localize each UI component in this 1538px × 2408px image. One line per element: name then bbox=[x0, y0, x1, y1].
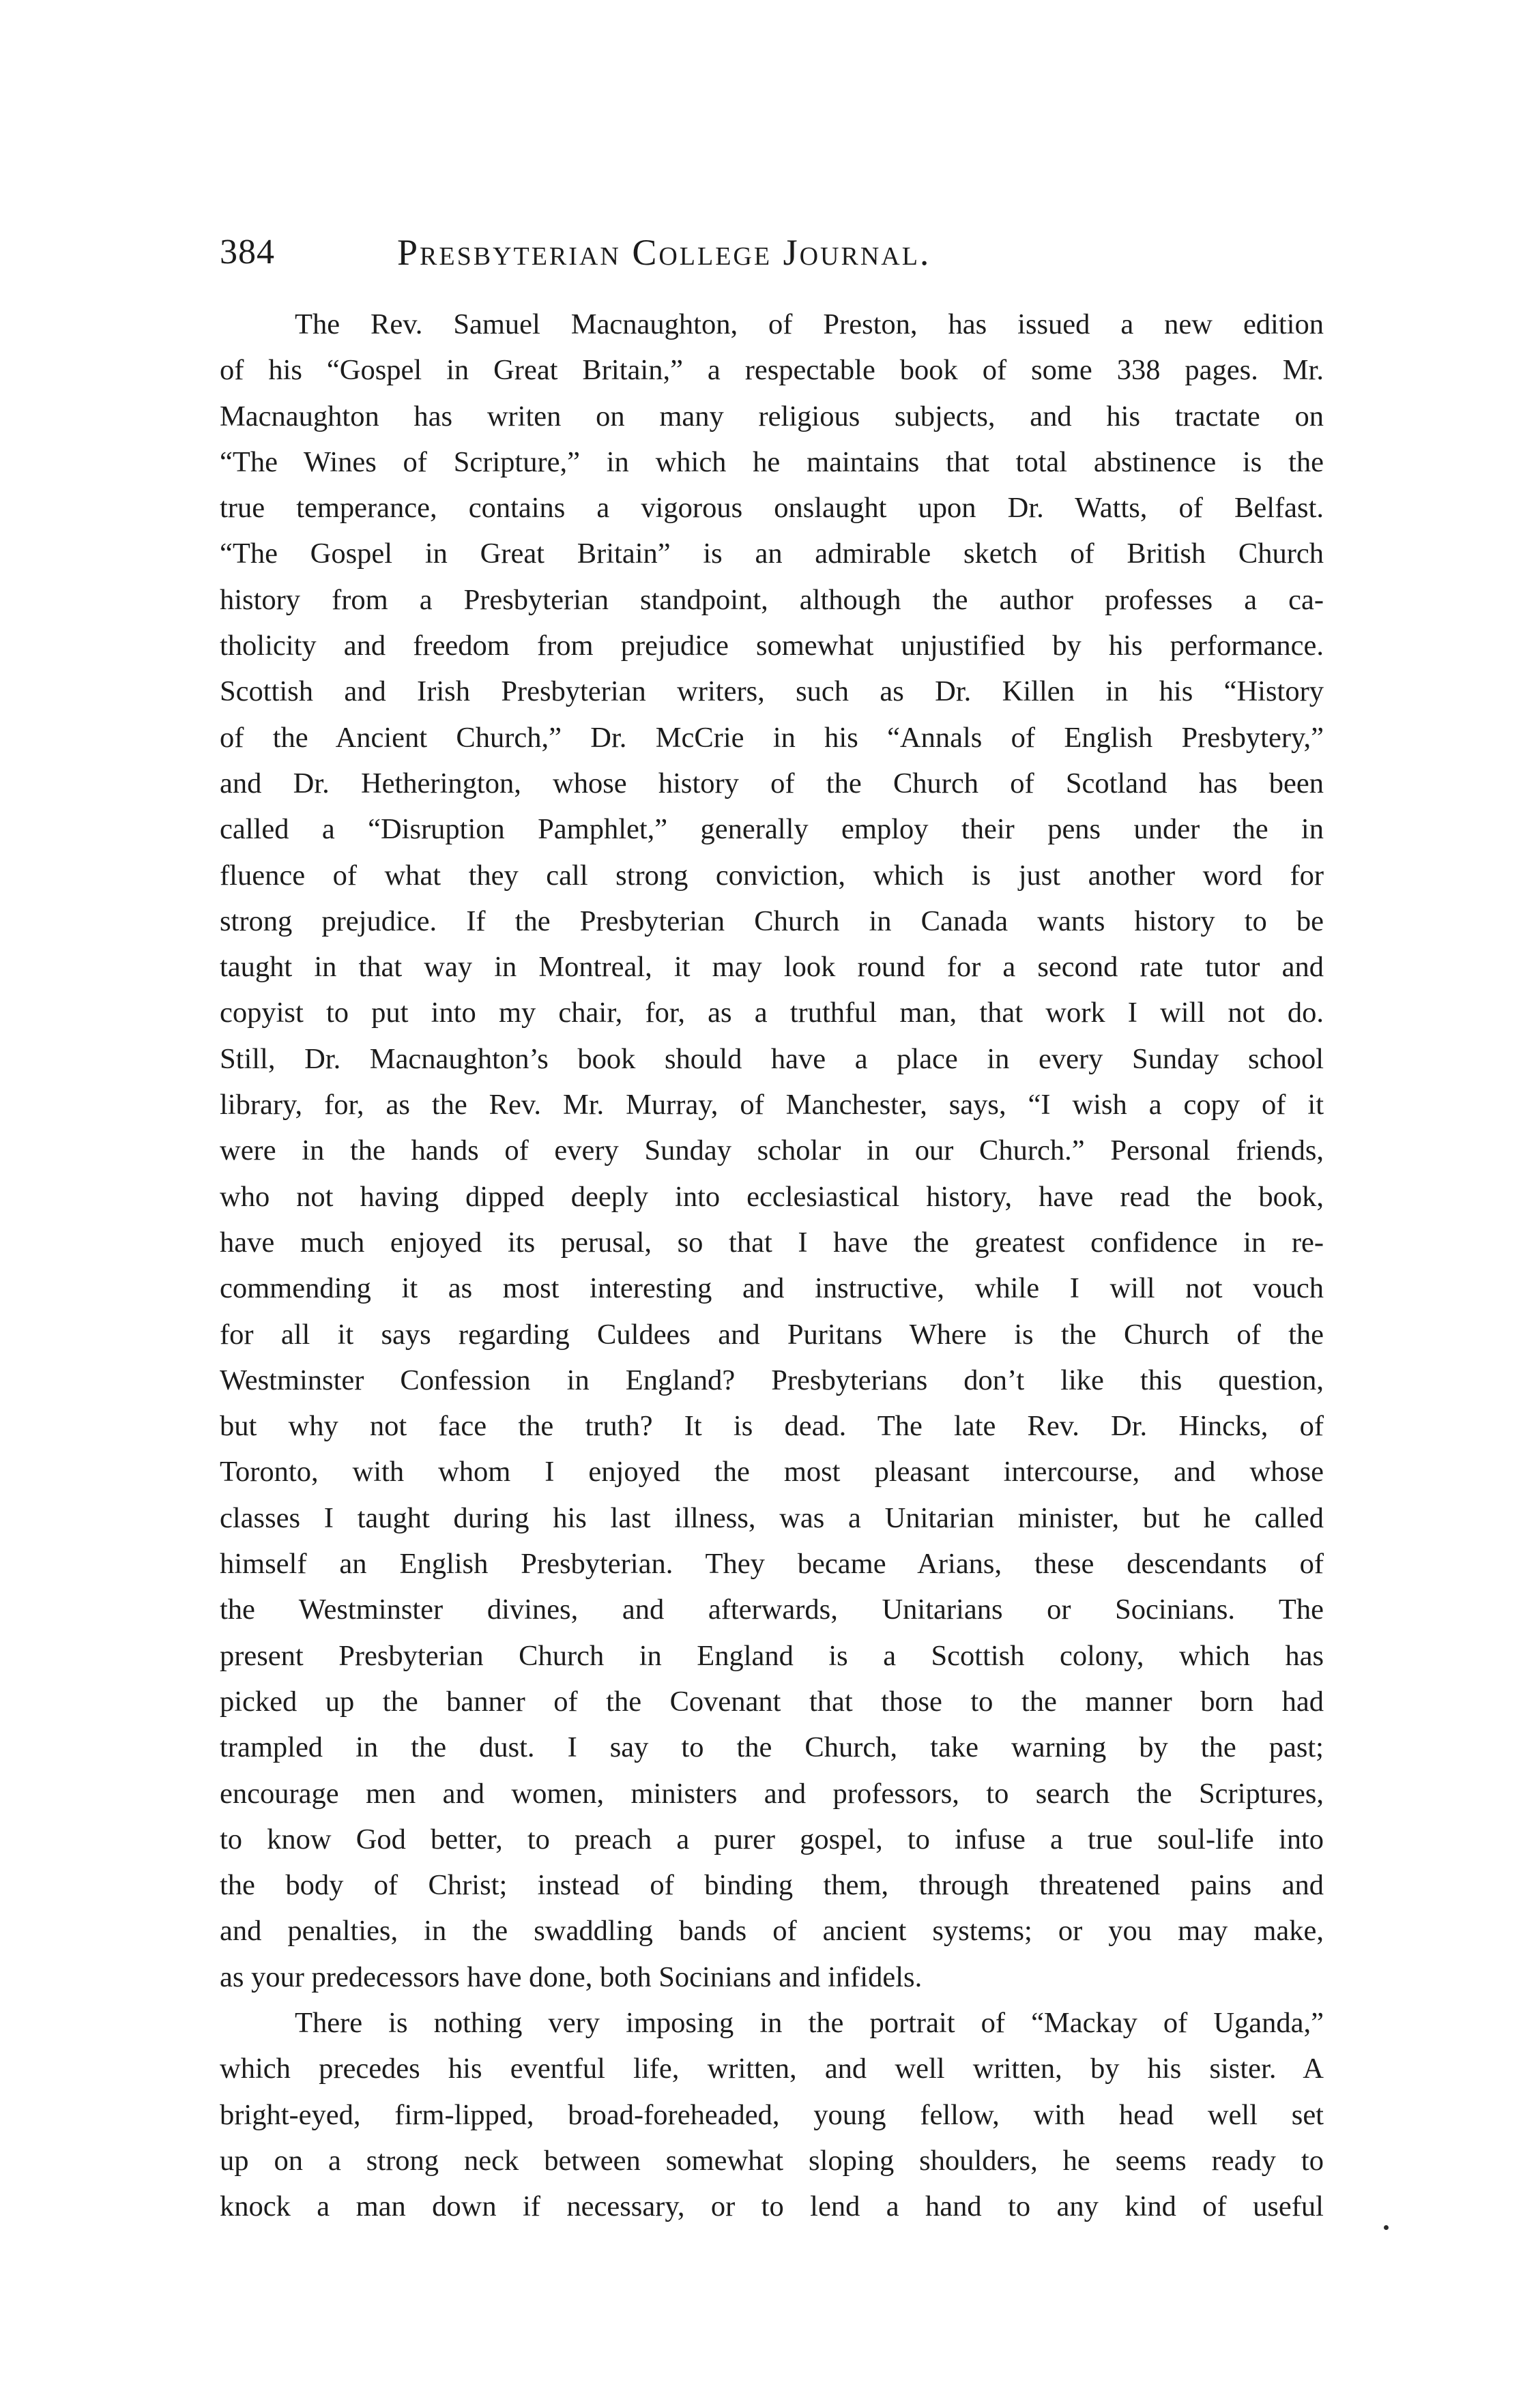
text-line: history from a Presbyterian standpoint, although the author professes a ca- bbox=[220, 583, 1324, 616]
text-line: but why not face the truth? It is dead. The late Rev. Dr. Hincks, of bbox=[220, 1410, 1324, 1443]
text-line: of his “Gospel in Great Britain,” a respectable book of some 338 pages. Mr. bbox=[220, 354, 1324, 387]
text-line: The Rev. Samuel Macnaughton, of Preston, has issued a new edition bbox=[295, 308, 1324, 340]
paragraph-mackay-of-uganda bbox=[220, 2000, 1324, 2229]
text-line: the body of Christ; instead of binding them, through threatened pains and bbox=[220, 1869, 1324, 1902]
ink-speck bbox=[1384, 2225, 1389, 2230]
text-line: trampled in the dust. I say to the Church, take warning by the past; bbox=[220, 1731, 1324, 1764]
text-line: “The Wines of Scripture,” in which he maintains that total abstinence is the bbox=[220, 445, 1324, 478]
text-line: knock a man down if necessary, or to lend a hand to any kind of useful bbox=[220, 2190, 1324, 2223]
text-line: up on a strong neck between somewhat sloping shoulders, he seems ready to bbox=[220, 2144, 1324, 2177]
text-line: encourage men and women, ministers and professors, to search the Scriptures, bbox=[220, 1777, 1324, 1810]
page-header bbox=[220, 225, 1325, 280]
text-line: Toronto, with whom I enjoyed the most pleasant intercourse, and whose bbox=[220, 1456, 1324, 1488]
text-line: and Dr. Hetherington, whose history of the Church of Scotland has been bbox=[220, 767, 1324, 799]
text-line: Still, Dr. Macnaughton’s book should have a place in every Sunday school bbox=[220, 1042, 1324, 1075]
text-line: fluence of what they call strong conviction, which is just another word for bbox=[220, 859, 1324, 892]
page-number: 384 bbox=[220, 233, 275, 271]
text-line: called a “Disruption Pamphlet,” generally employ their pens under the in bbox=[220, 813, 1324, 846]
text-line: copyist to put into my chair, for, as a truthful man, that work I will not do. bbox=[220, 997, 1324, 1029]
text-line: strong prejudice. If the Presbyterian Church in Canada wants history to be bbox=[220, 905, 1324, 937]
text-line: which precedes his eventful life, written, and well written, by his sister. A bbox=[220, 2053, 1324, 2085]
text-line: taught in that way in Montreal, it may look round for a second rate tutor and bbox=[220, 951, 1324, 984]
text-line: Scottish and Irish Presbyterian writers, such as Dr. Killen in his “History bbox=[220, 675, 1324, 708]
text-line: have much enjoyed its perusal, so that I have the greatest confidence in re- bbox=[220, 1226, 1324, 1259]
paragraph-macnaughton-review bbox=[220, 302, 1324, 2000]
text-line: Macnaughton has writen on many religious subjects, and his tractate on bbox=[220, 400, 1324, 432]
text-line: classes I taught during his last illness, was a Unitarian minister, but he called bbox=[220, 1501, 1324, 1534]
text-line: There is nothing very imposing in the portrait of “Mackay of Uganda,” bbox=[295, 2006, 1324, 2039]
text-line: tholicity and freedom from prejudice somewhat unjustified by his performance. bbox=[220, 630, 1324, 662]
text-line: the Westminster divines, and afterwards, Unitarians or Socinians. The bbox=[220, 1594, 1324, 1626]
text-line: as your predecessors have done, both Socinians and infidels. bbox=[220, 1961, 923, 1993]
text-line: present Presbyterian Church in England is a Scottish colony, which has bbox=[220, 1639, 1324, 1672]
text-line: who not having dipped deeply into ecclesiastical history, have read the book, bbox=[220, 1180, 1324, 1213]
text-line: were in the hands of every Sunday scholar in our Church.” Personal friends, bbox=[220, 1134, 1324, 1167]
text-line: to know God better, to preach a purer gospel, to infuse a true soul-life into bbox=[220, 1823, 1324, 1855]
text-line: and penalties, in the swaddling bands of ancient systems; or you may make, bbox=[220, 1915, 1324, 1948]
running-head: Presbyterian College Journal. bbox=[397, 232, 931, 273]
body-text bbox=[220, 302, 1324, 2229]
text-line: himself an English Presbyterian. They became Arians, these descendants of bbox=[220, 1548, 1324, 1581]
text-line: bright-eyed, firm-lipped, broad-foreheaded, young fellow, with head well set bbox=[220, 2098, 1324, 2131]
text-line: of the Ancient Church,” Dr. McCrie in his “Annals of English Presbytery,” bbox=[220, 721, 1324, 754]
text-line: for all it says regarding Culdees and Puritans Where is the Church of the bbox=[220, 1318, 1324, 1351]
text-line: commending it as most interesting and instructive, while I will not vouch bbox=[220, 1272, 1324, 1305]
text-line: Westminster Confession in England? Presbyterians don’t like this question, bbox=[220, 1364, 1324, 1396]
text-line: true temperance, contains a vigorous onslaught upon Dr. Watts, of Belfast. bbox=[220, 492, 1324, 525]
text-line: picked up the banner of the Covenant that those to the manner born had bbox=[220, 1685, 1324, 1718]
text-line: “The Gospel in Great Britain” is an admirable sketch of British Church bbox=[220, 538, 1324, 570]
text-line: library, for, as the Rev. Mr. Murray, of Manchester, says, “I wish a copy of it bbox=[220, 1089, 1324, 1121]
